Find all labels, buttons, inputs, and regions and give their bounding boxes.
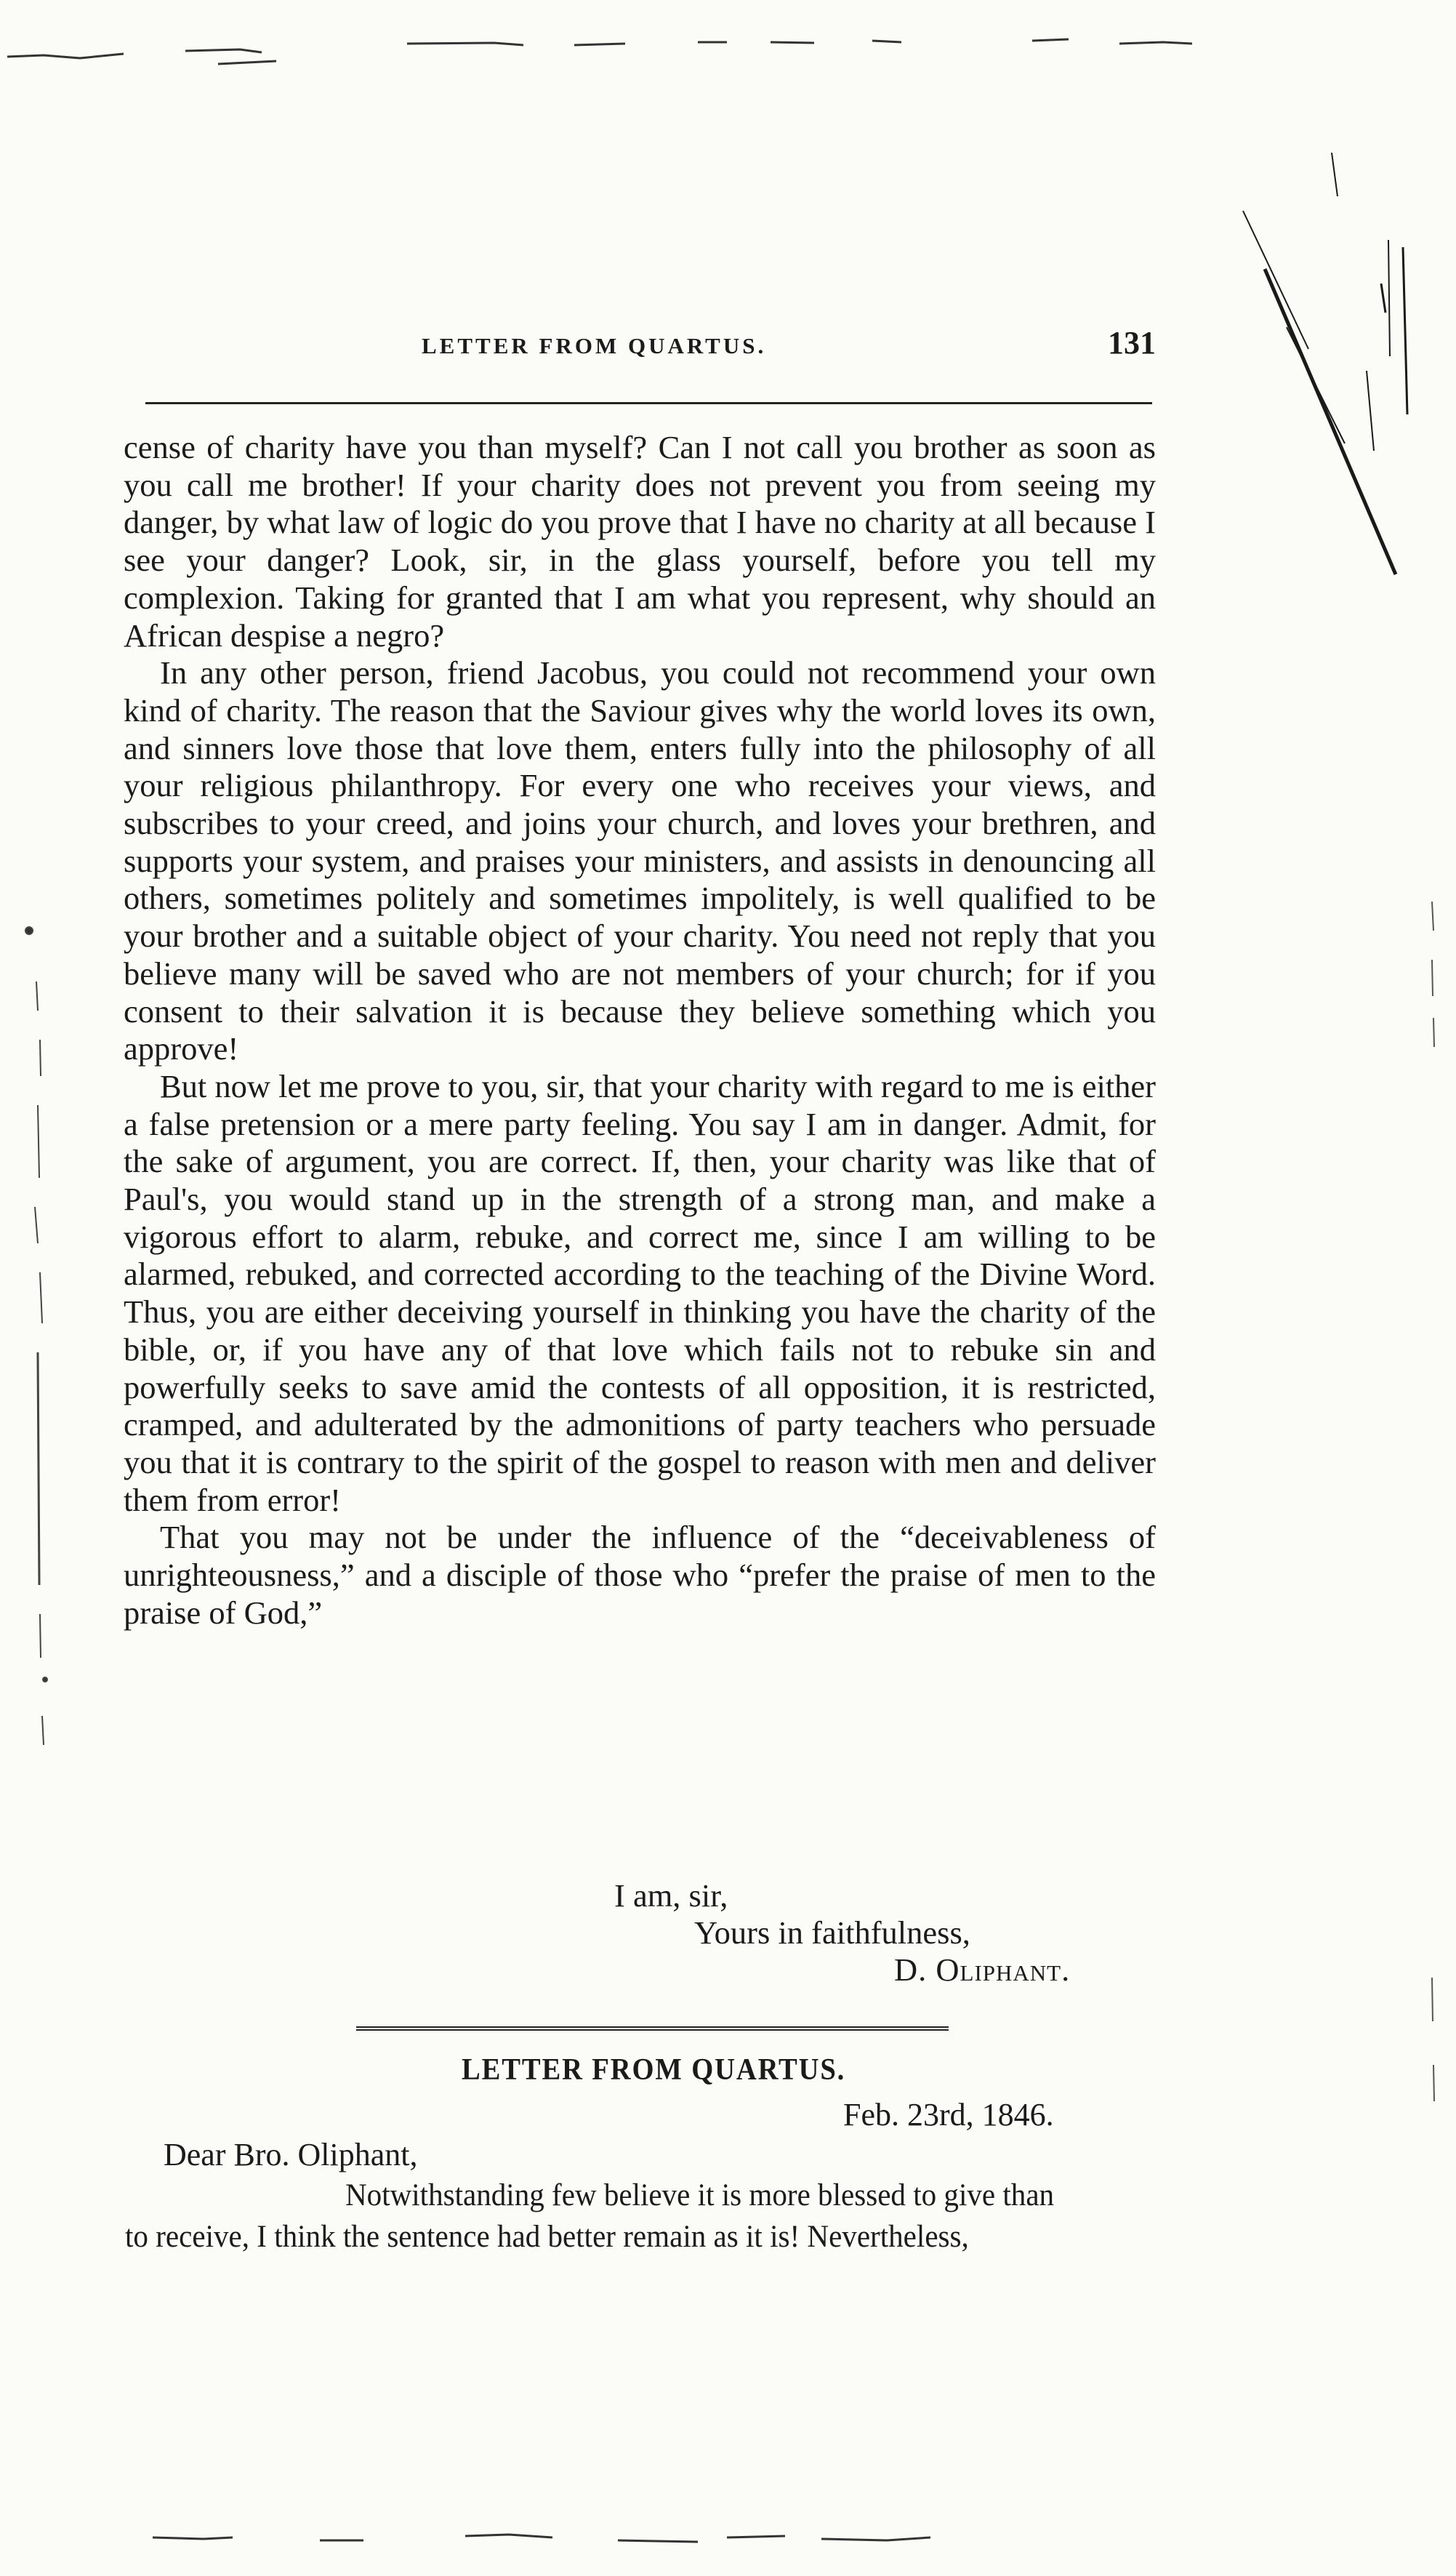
running-header [124, 326, 1156, 369]
scan-edge-noise-top [0, 29, 1456, 80]
header-rule [145, 402, 1152, 404]
paragraph: That you may not be under the influence of the “deceivableness of unrighteousness,” and a disciple of those who “prefer the praise of men to the praise of God,” [124, 1519, 1156, 1631]
signature: D. Oliphant. [894, 1951, 1071, 1988]
section-divider [356, 2026, 949, 2031]
closing-line: Yours in faithfulness, [694, 1914, 970, 1951]
salutation: Dear Bro. Oliphant, [164, 2137, 418, 2172]
letter-date: Feb. 23rd, 1846. [843, 2097, 1054, 2132]
page-number: 131 [1108, 325, 1156, 361]
closing-line: I am, sir, [614, 1877, 728, 1914]
section-title: LETTER FROM QUARTUS. [462, 2053, 846, 2087]
body-text-line: to receive, I think the sentence had better remain as it is! Nevertheless, [125, 2220, 969, 2254]
paragraph: In any other person, friend Jacobus, you could not recommend your own kind of charity. The reason that the Saviour gives why the world loves its own, and sinners love those that love them, enters fully into the philosophy of all your religious philanthropy. For every one who receives your views, and subscribes to your creed, and joins your church, and loves your brethren, and supports your system, and praises your ministers, and assists in denouncing all others, sometimes politely and sometimes impolitely, is well qualified to be your brother and a suitable object of your charity. You need not reply that you believe many will be saved who are not members of your church; for if you consent to their salvation it is because they believe something which you approve! [124, 654, 1156, 1067]
running-title: LETTER FROM QUARTUS. [422, 333, 767, 358]
paragraph: cense of charity have you than myself? Can I not call you brother as soon as you call me brother! If your charity does not prevent you from seeing my danger, by what law of logic do you prove that I have no charity at all because I see your danger? Look, sir, in the glass yourself, before you tell my complexion. Taking for granted that I am what you represent, why should an African despise a negro? [124, 429, 1156, 654]
paragraph: But now let me prove to you, sir, that your charity with regard to me is either a false pretension or a mere party feeling. You say I am in danger. Admit, for the sake of argument, you are correct. If, then, your charity was like that of Paul's, you would stand up in the strength of a strong man, and make a vigorous effort to alarm, rebuke, and correct me, since I am willing to be alarmed, rebuked, and corrected according to the teaching of the Divine Word. Thus, you are either deceiving yourself in thinking you have the charity of the bible, or, if you have any of that love which fails not to rebuke sin and powerfully seeks to save amid the contests of all opposition, it is restricted, cramped, and adulterated by the admonitions of party teachers who persuade you that it is contrary to the spirit of the gospel to reason with men and deliver them from error! [124, 1067, 1156, 1518]
scan-edge-noise-left [0, 800, 87, 1818]
scan-page-curl-marks [1199, 109, 1456, 618]
body-text-line: Notwithstanding few believe it is more blessed to give than [345, 2178, 1055, 2212]
scan-edge-noise-bottom [0, 2516, 1456, 2567]
letter-body [124, 429, 1156, 1632]
